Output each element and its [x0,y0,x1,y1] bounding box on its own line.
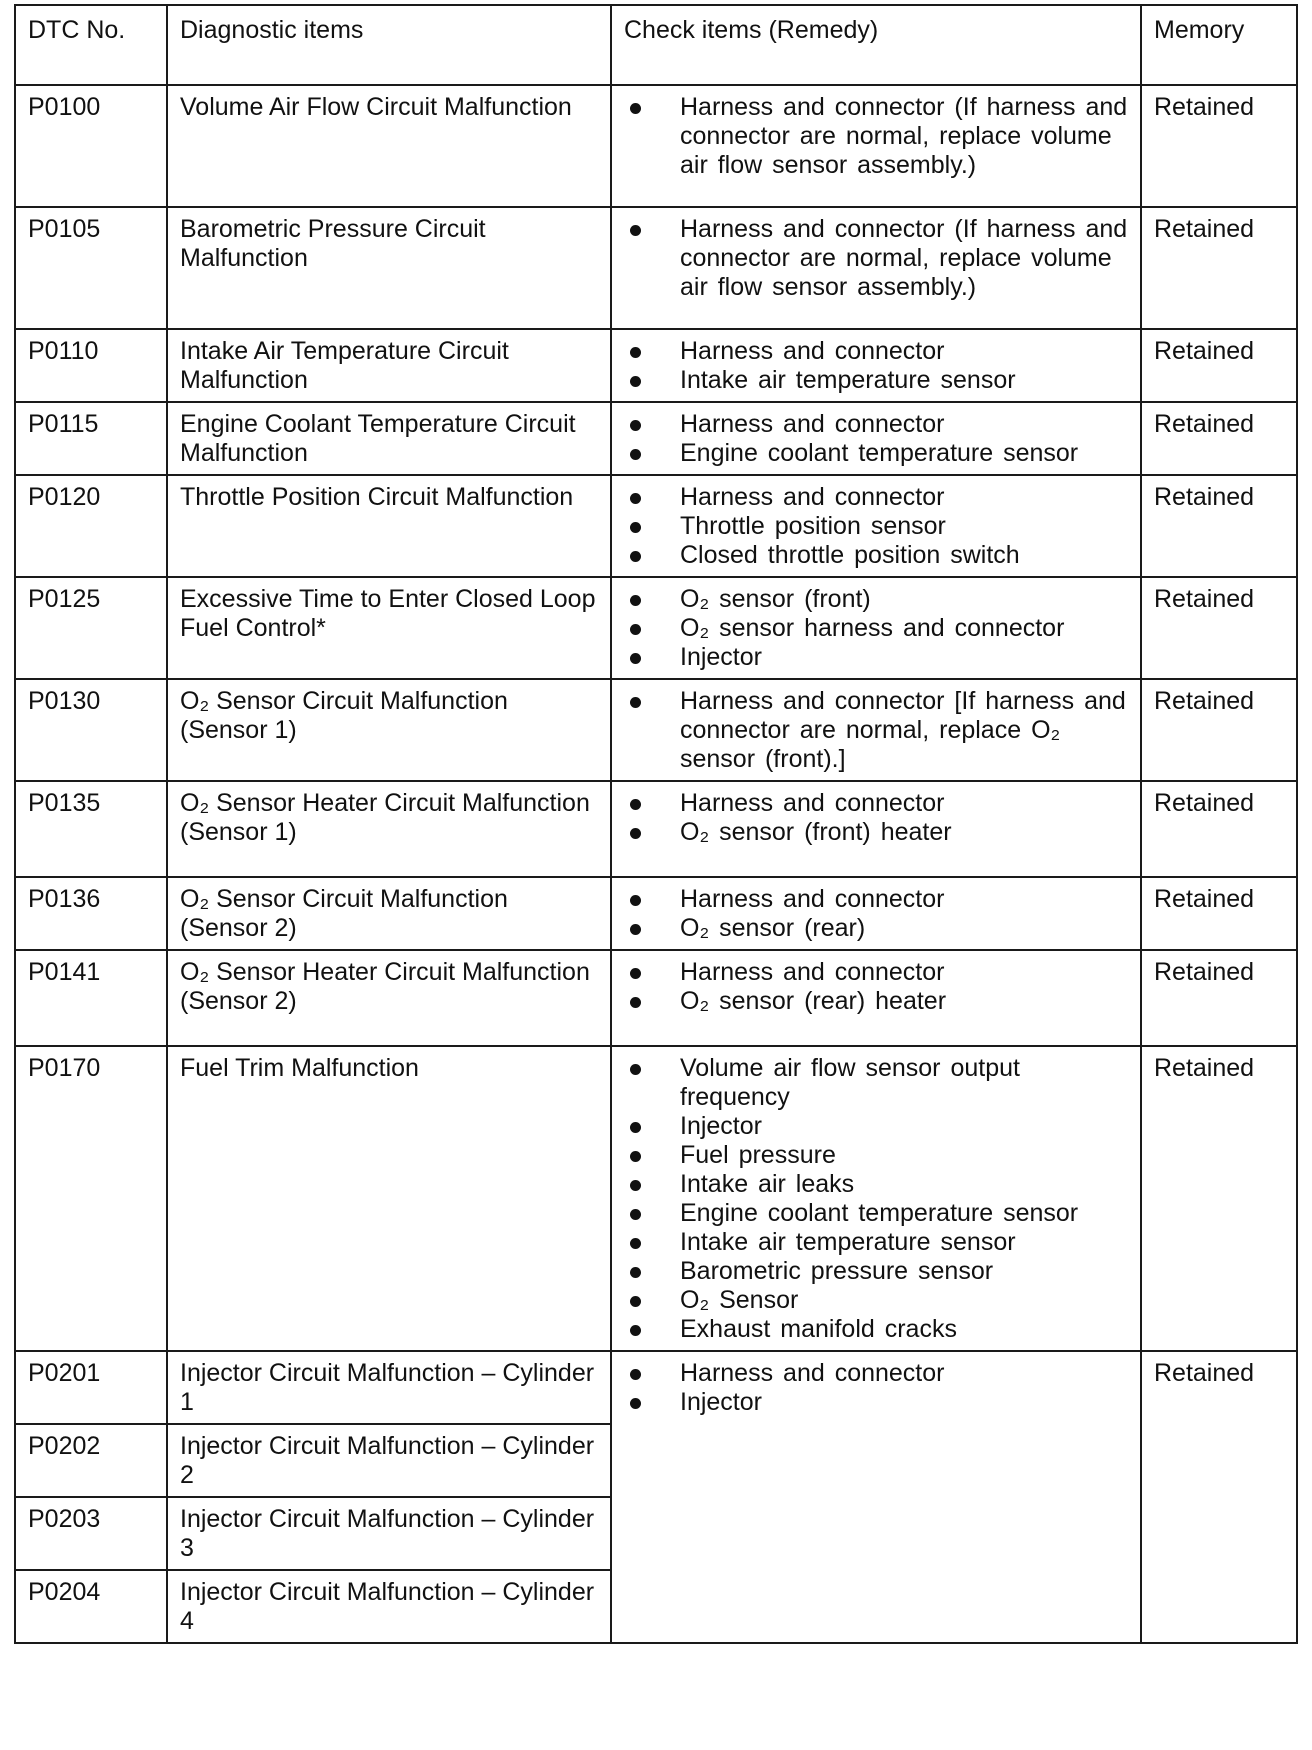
memory-status: Retained [1141,679,1297,781]
check-items-list [624,885,1130,943]
dtc-code: P0170 [15,1046,167,1351]
check-item: O₂ sensor (rear) [624,914,1130,943]
table-row [15,950,1297,1046]
table-row [15,85,1297,207]
check-item: Harness and connector [624,789,1130,818]
memory-status: Retained [1141,950,1297,1046]
table-row [15,1046,1297,1351]
header-diagnostic-items: Diagnostic items [167,5,611,85]
check-items-cell [611,1351,1141,1643]
table-row [15,577,1297,679]
check-item: Closed throttle position switch [624,541,1130,570]
check-items-list [624,93,1130,180]
check-items-list [624,1054,1130,1344]
dtc-code: P0120 [15,475,167,577]
diagnostic-item: Injector Circuit Malfunction – Cylinder 3 [167,1497,611,1570]
check-item: Harness and connector [624,410,1130,439]
check-item: Injector [624,1112,1130,1141]
dtc-code: P0135 [15,781,167,877]
diagnostic-item: Volume Air Flow Circuit Malfunction [167,85,611,207]
dtc-code: P0105 [15,207,167,329]
check-item: O₂ sensor (front) heater [624,818,1130,847]
check-item: Intake air leaks [624,1170,1130,1199]
table-row [15,207,1297,329]
check-items-cell [611,1046,1141,1351]
dtc-code: P0110 [15,329,167,402]
diagnostic-item: Injector Circuit Malfunction – Cylinder 1 [167,1351,611,1424]
dtc-code: P0203 [15,1497,167,1570]
dtc-table [14,4,1298,1644]
header-memory: Memory [1141,5,1297,85]
table-row [15,877,1297,950]
check-item: Injector [624,643,1130,672]
check-items-cell [611,85,1141,207]
check-item: Injector [624,1388,1130,1417]
diagnostic-item: Throttle Position Circuit Malfunction [167,475,611,577]
check-items-list [624,789,1130,847]
check-items-list [624,585,1130,672]
memory-status: Retained [1141,85,1297,207]
check-item: Harness and connector [624,958,1130,987]
check-items-list [624,483,1130,570]
check-item: Barometric pressure sensor [624,1257,1130,1286]
check-item: Engine coolant temperature sensor [624,439,1130,468]
memory-status: Retained [1141,475,1297,577]
table-row [15,475,1297,577]
check-item: Engine coolant temperature sensor [624,1199,1130,1228]
check-item: O₂ sensor (front) [624,585,1130,614]
check-item: Fuel pressure [624,1141,1130,1170]
check-items-list [624,337,1130,395]
check-item: Harness and connector (If harness and connector are normal, replace volume air flow sensor assembly.) [624,215,1130,302]
diagnostic-item: O₂ Sensor Heater Circuit Malfunction (Sensor 2) [167,950,611,1046]
dtc-code: P0100 [15,85,167,207]
check-items-list [624,1359,1130,1417]
check-item: Harness and connector [624,483,1130,512]
diagnostic-item: O₂ Sensor Circuit Malfunction (Sensor 1) [167,679,611,781]
dtc-code: P0136 [15,877,167,950]
check-items-cell [611,679,1141,781]
check-item: Harness and connector [624,337,1130,366]
dtc-code: P0125 [15,577,167,679]
table-row [15,781,1297,877]
check-item: O₂ sensor (rear) heater [624,987,1130,1016]
header-row [15,5,1297,85]
diagnostic-item: O₂ Sensor Heater Circuit Malfunction (Sensor 1) [167,781,611,877]
table-row [15,1351,1297,1424]
diagnostic-item: Injector Circuit Malfunction – Cylinder 2 [167,1424,611,1497]
dtc-code: P0115 [15,402,167,475]
check-items-cell [611,950,1141,1046]
diagnostic-item: Engine Coolant Temperature Circuit Malfunction [167,402,611,475]
dtc-code: P0202 [15,1424,167,1497]
check-item: Volume air flow sensor output frequency [624,1054,1130,1112]
check-item: Harness and connector (If harness and connector are normal, replace volume air flow sensor assembly.) [624,93,1130,180]
check-item: Exhaust manifold cracks [624,1315,1130,1344]
memory-status: Retained [1141,329,1297,402]
memory-status: Retained [1141,1046,1297,1351]
table-row [15,679,1297,781]
check-item: Harness and connector [If harness and connector are normal, replace O₂ sensor (front).] [624,687,1130,774]
header-dtc: DTC No. [15,5,167,85]
memory-status: Retained [1141,781,1297,877]
diagnostic-item: Excessive Time to Enter Closed Loop Fuel Control* [167,577,611,679]
diagnostic-item: O₂ Sensor Circuit Malfunction (Sensor 2) [167,877,611,950]
table-body [15,85,1297,1643]
check-items-list [624,687,1130,774]
diagnostic-item: Barometric Pressure Circuit Malfunction [167,207,611,329]
dtc-code: P0141 [15,950,167,1046]
check-items-cell [611,329,1141,402]
check-item: Intake air temperature sensor [624,366,1130,395]
memory-status: Retained [1141,877,1297,950]
memory-status: Retained [1141,1351,1297,1643]
check-items-cell [611,577,1141,679]
diagnostic-item: Fuel Trim Malfunction [167,1046,611,1351]
check-item: Harness and connector [624,1359,1130,1388]
memory-status: Retained [1141,402,1297,475]
check-item: Throttle position sensor [624,512,1130,541]
check-items-cell [611,402,1141,475]
check-items-list [624,958,1130,1016]
check-item: O₂ Sensor [624,1286,1130,1315]
check-items-list [624,215,1130,302]
check-items-cell [611,475,1141,577]
check-item: O₂ sensor harness and connector [624,614,1130,643]
check-items-cell [611,781,1141,877]
dtc-code: P0204 [15,1570,167,1643]
dtc-code: P0130 [15,679,167,781]
header-check-items: Check items (Remedy) [611,5,1141,85]
check-items-list [624,410,1130,468]
memory-status: Retained [1141,207,1297,329]
check-items-cell [611,207,1141,329]
diagnostic-item: Intake Air Temperature Circuit Malfunction [167,329,611,402]
table-row [15,329,1297,402]
check-items-cell [611,877,1141,950]
diagnostic-item: Injector Circuit Malfunction – Cylinder 4 [167,1570,611,1643]
dtc-code: P0201 [15,1351,167,1424]
memory-status: Retained [1141,577,1297,679]
check-item: Harness and connector [624,885,1130,914]
check-item: Intake air temperature sensor [624,1228,1130,1257]
table-row [15,402,1297,475]
